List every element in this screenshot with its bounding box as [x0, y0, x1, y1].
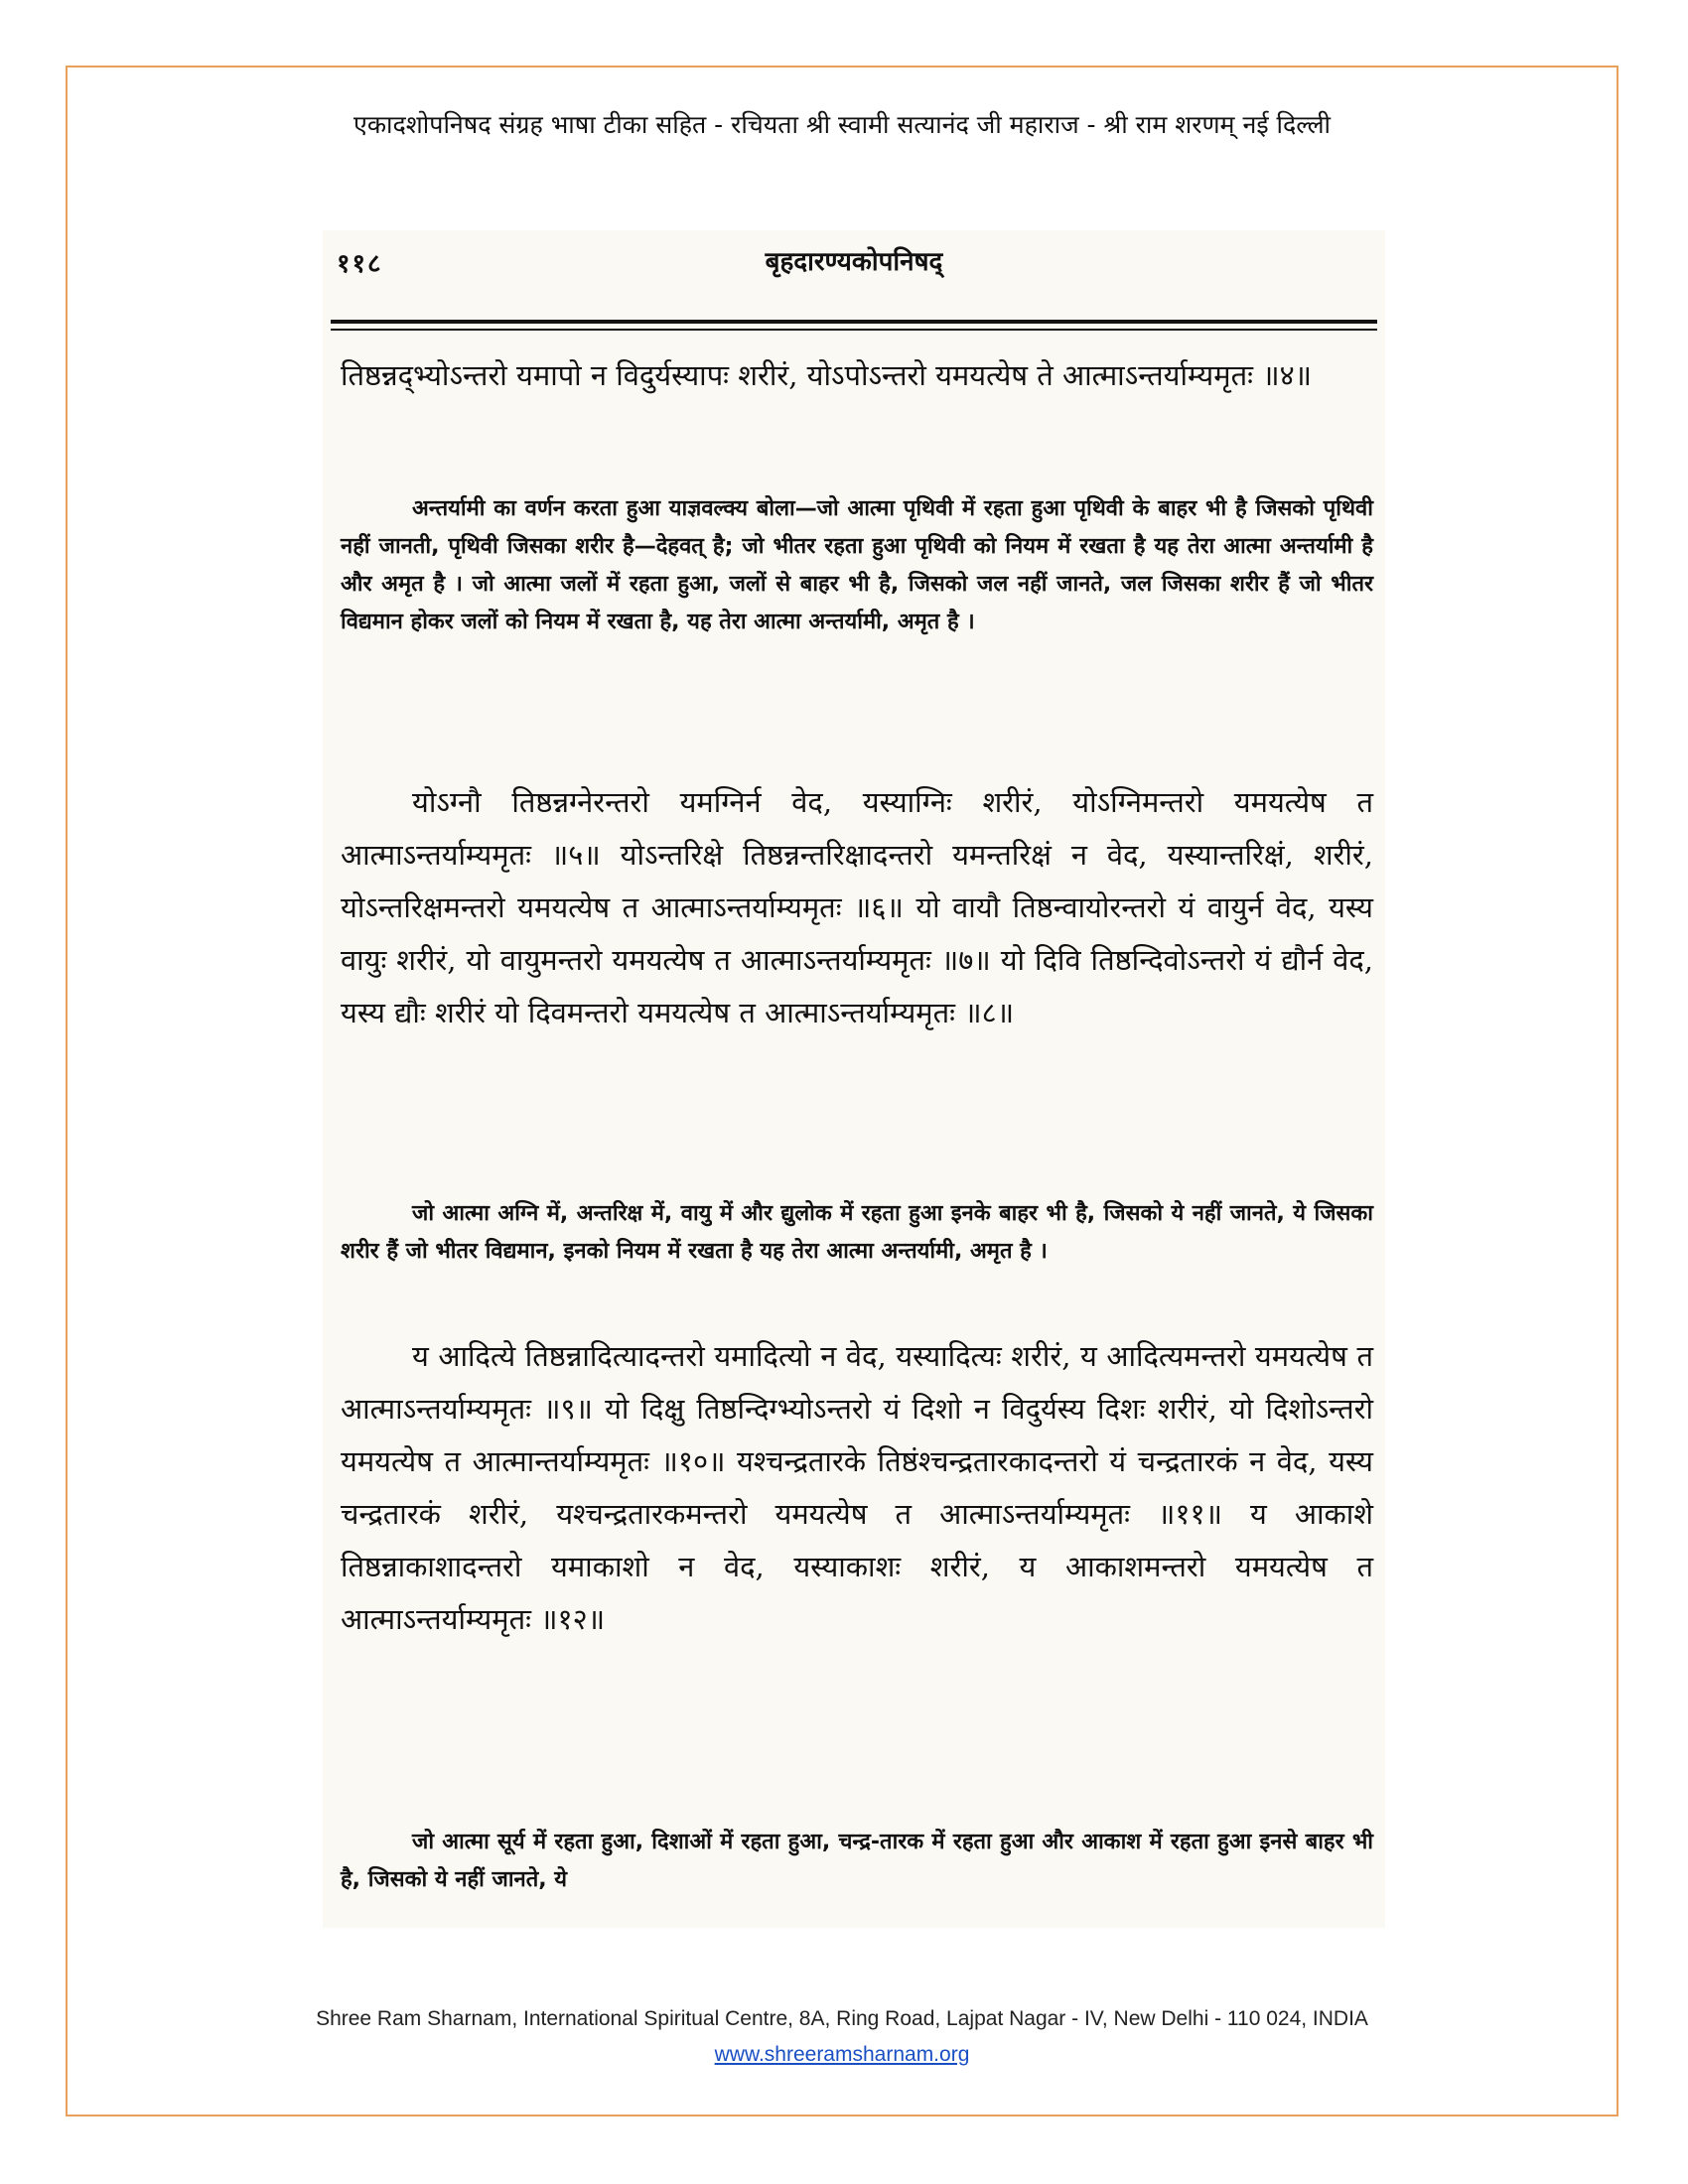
website-link[interactable]: www.shreeramsharnam.org — [714, 2043, 970, 2066]
verse-block-2: योऽग्नौ तिष्ठन्नग्नेरन्तरो यमग्निर्न वेद, यस्याग्निः शरीरं, योऽग्निमन्तरो यमयत्येष त आत्माऽन्तर्याम्यमृतः ॥५॥ योऽन्तरिक्षे तिष्ठन्नन्तरिक्षादन्तरो यमन्तरिक्षं न वेद, यस्यान्तरिक्षं, शरीरं, योऽन्तरिक्षमन्तरो यमयत्येष त आत्माऽन्तर्याम्यमृतः ॥६॥ यो वायौ तिष्ठन्वायोरन्तरो यं वायुर्न वेद, यस्य वायुः शरीरं, यो वायुमन्तरो यमयत्येष त आत्माऽन्तर्याम्यमृतः ॥७॥ यो दिवि तिष्ठन्दिवोऽन्तरो यं द्यौर्न वेद, यस्य द्यौः शरीरं यो दिवमन्तरो यमयत्येष त आत्माऽन्तर्याम्यमृतः ॥८॥ — [341, 785, 1373, 1029]
document-header: एकादशोपनिषद संग्रह भाषा टीका सहित - रचियता श्री स्वामी सत्यानंद जी महाराज - श्री राम शरणम् नई दिल्ली — [353, 110, 1331, 139]
footer-website-line — [66, 2043, 1618, 2067]
translation-block-3: जो आत्मा सूर्य में रहता हुआ, दिशाओं में रहता हुआ, चन्द्र-तारक में रहता हुआ और आकाश में रहता हुआ इनसे बाहर भी है, जिसको ये नहीं जानते, ये — [341, 1830, 1373, 1892]
header-rule-thick — [331, 320, 1377, 324]
verse-block-3: य आदित्ये तिष्ठन्नादित्यादन्तरो यमादित्यो न वेद, यस्यादित्यः शरीरं, य आदित्यमन्तरो यमयत्येष त आत्माऽन्तर्याम्यमृतः ॥९॥ यो दिक्षु तिष्ठन्दिग्भ्योऽन्तरो यं दिशो न विदुर्यस्य दिशः शरीरं, यो दिशोऽन्तरो यमयत्येष त आत्मान्तर्याम्यमृतः ॥१०॥ यश्चन्द्रतारके तिष्ठंश्चन्द्रतारकादन्तरो यं चन्द्रतारकं न वेद, यस्य चन्द्रतारकं शरीरं, यश्चन्द्रतारकमन्तरो यमयत्येष त आत्माऽन्तर्याम्यमृतः ॥११॥ य आकाशे तिष्ठन्नाकाशादन्तरो यमाकाशो न वेद, यस्याकाशः शरीरं, य आकाशमन्तरो यमयत्येष त आत्माऽन्तर्याम्यमृतः ॥१२॥ — [341, 1339, 1373, 1636]
footer-address: Shree Ram Sharnam, International Spiritual Centre, 8A, Ring Road, Lajpat Nagar - IV, New Delhi - 110 024, INDIA — [316, 2007, 1368, 2030]
scanned-page — [323, 230, 1385, 1928]
scan-page-header — [323, 238, 1385, 284]
header-rule-thin — [331, 329, 1377, 331]
running-title: बृहदारण्यकोपनिषद् — [765, 247, 943, 277]
translation-block-1: अन्तर्यामी का वर्णन करता हुआ याज्ञवल्क्य बोला—जो आत्मा पृथिवी में रहता हुआ पृथिवी के बाहर भी है जिसको पृथिवी नहीं जानती, पृथिवी जिसका शरीर है—देहवत् है; जो भीतर रहता हुआ पृथिवी को नियम में रखता है यह तेरा आत्मा अन्तर्यामी है और अमृत है । जो आत्मा जलों में रहता हुआ, जलों से बाहर भी है, जिसको जल नहीं जानते, जल जिसका शरीर हैं जो भीतर विद्यमान होकर जलों को नियम में रखता है, यह तेरा आत्मा अन्तर्यामी, अमृत है । — [341, 496, 1373, 634]
translation-block-2: जो आत्मा अग्नि में, अन्तरिक्ष में, वायु में और द्युलोक में रहता हुआ इनके बाहर भी है, जिसको ये नहीं जानते, ये जिसका शरीर हैं जो भीतर विद्यमान, इनको नियम में रखता है यह तेरा आत्मा अन्तर्यामी, अमृत है । — [341, 1201, 1373, 1264]
page-number: ११८ — [337, 249, 383, 279]
verse-block-1: तिष्ठन्नद्भ्योऽन्तरो यमापो न विदुर्यस्यापः शरीरं, योऽपोऽन्तरो यमयत्येष ते आत्माऽन्तर्याम्यमृतः ॥४॥ — [341, 358, 1313, 392]
